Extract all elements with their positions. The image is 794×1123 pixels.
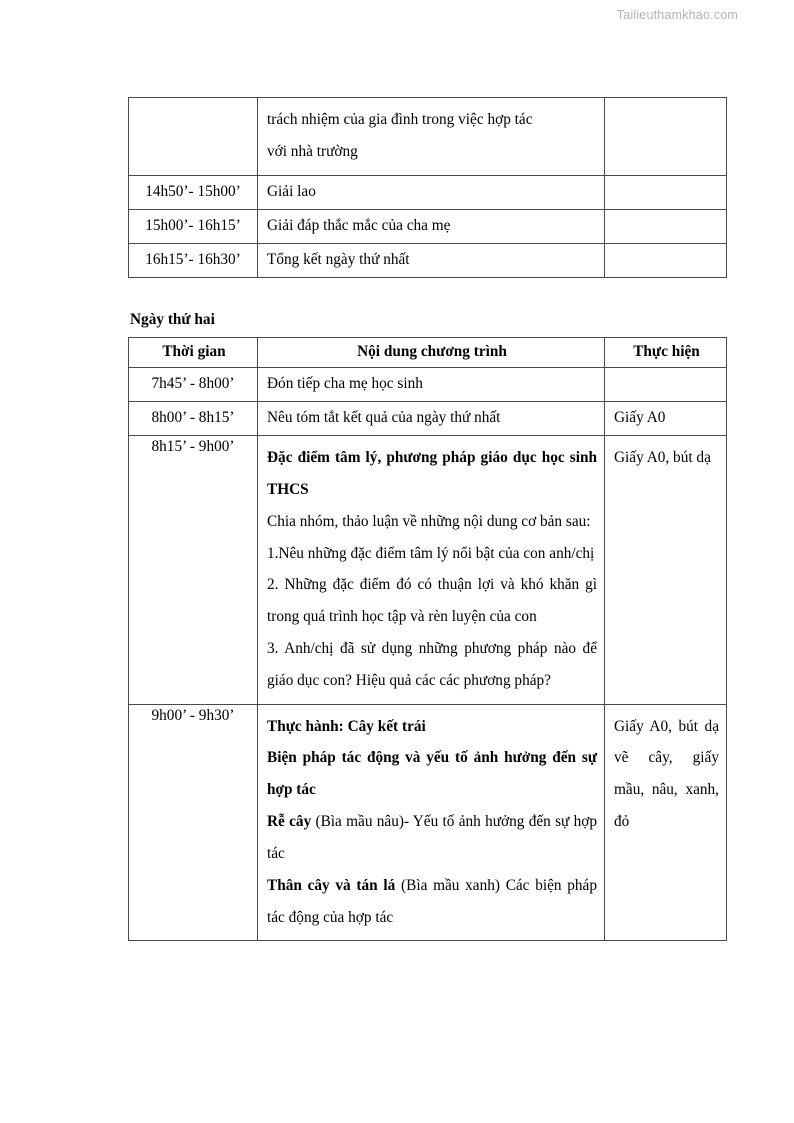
doer-text: Giấy A0, bút dạ bbox=[614, 449, 711, 467]
cell-doer bbox=[605, 436, 727, 705]
content-line: Nêu tóm tắt kết quả của ngày thứ nhất bbox=[267, 408, 501, 426]
time-text: 7h45’ - 8h00’ bbox=[151, 374, 235, 392]
document-content bbox=[128, 97, 726, 941]
time-text: 8h00’ - 8h15’ bbox=[151, 408, 235, 426]
column-header-time bbox=[129, 338, 258, 367]
doer-text: Giấy A0 bbox=[614, 408, 666, 426]
time-text: 14h50’- 15h00’ bbox=[145, 182, 241, 200]
cell-time bbox=[129, 436, 258, 705]
time-text: 16h15’- 16h30’ bbox=[145, 250, 241, 268]
time-text: 8h15’ - 9h00’ bbox=[151, 438, 235, 456]
cell-content bbox=[258, 436, 605, 705]
content-bold: Thực hành: Cây kết trái bbox=[267, 717, 426, 735]
watermark-label: Tailieuthamkhao.com bbox=[616, 8, 738, 22]
cell-content bbox=[258, 175, 605, 209]
time-text: 15h00’- 16h15’ bbox=[145, 216, 241, 234]
cell-time bbox=[129, 243, 258, 277]
column-header-doer bbox=[605, 338, 727, 367]
content-block bbox=[267, 538, 597, 570]
table-row bbox=[129, 209, 727, 243]
table-row bbox=[129, 367, 727, 401]
cell-content bbox=[258, 367, 605, 401]
content-line: trách nhiệm của gia đình trong việc hợp tác bbox=[267, 111, 533, 128]
content-line: Tổng kết ngày thứ nhất bbox=[267, 250, 410, 268]
content-text: 1.Nêu những đặc điểm tâm lý nổi bật của con anh/chị bbox=[267, 544, 595, 562]
schedule-table-day2 bbox=[128, 337, 727, 941]
time-text: 9h00’ - 9h30’ bbox=[151, 706, 235, 724]
cell-doer bbox=[605, 243, 727, 277]
cell-doer bbox=[605, 401, 727, 435]
cell-content bbox=[258, 243, 605, 277]
cell-doer bbox=[605, 704, 727, 941]
content-text: 3. Anh/chị đã sử dụng những phương pháp nào để giáo dục con? Hiệu quả các các phương pháp? bbox=[267, 640, 597, 689]
cell-doer bbox=[605, 209, 727, 243]
column-header-label: Thực hiện bbox=[633, 343, 700, 361]
cell-time bbox=[129, 401, 258, 435]
cell-doer bbox=[605, 175, 727, 209]
content-text: 2. Những đặc điểm đó có thuận lợi và khó khăn gì trong quá trình học tập và rèn luyện của con bbox=[267, 576, 597, 626]
table-row bbox=[129, 436, 727, 705]
table-row bbox=[129, 243, 727, 277]
cell-time bbox=[129, 98, 258, 176]
cell-time bbox=[129, 704, 258, 941]
cell-content bbox=[258, 98, 605, 176]
content-text: (Bìa mầu xanh) Các biện pháp tác động của hợp tác bbox=[267, 876, 597, 926]
table-row bbox=[129, 401, 727, 435]
column-header-content bbox=[258, 338, 605, 367]
table-header-row bbox=[129, 338, 727, 367]
content-text: (Bìa mầu nâu)- Yếu tố ảnh hưởng đến sự hợp tác bbox=[267, 813, 597, 862]
cell-time bbox=[129, 209, 258, 243]
content-block bbox=[267, 742, 597, 806]
cell-content bbox=[258, 209, 605, 243]
content-block bbox=[267, 870, 597, 934]
content-bold: Rễ cây bbox=[267, 813, 312, 831]
content-line: Giải lao bbox=[267, 182, 316, 200]
cell-doer bbox=[605, 367, 727, 401]
cell-content bbox=[258, 704, 605, 941]
content-bold: Thân cây và tán lá bbox=[267, 876, 396, 894]
content-bold: Biện pháp tác động và yếu tố ảnh hưởng đến sự hợp tác bbox=[267, 749, 597, 799]
spacer bbox=[128, 278, 726, 311]
content-line: Đón tiếp cha mẹ học sinh bbox=[267, 374, 423, 392]
cell-time bbox=[129, 175, 258, 209]
content-line: Giải đáp thắc mắc của cha mẹ bbox=[267, 216, 451, 234]
section-heading: Ngày thứ hai bbox=[130, 311, 215, 329]
content-block bbox=[267, 442, 597, 506]
content-block bbox=[267, 806, 597, 870]
content-block bbox=[267, 569, 597, 633]
column-header-label: Nội dung chương trình bbox=[357, 343, 507, 361]
content-bold: Đặc điểm tâm lý, phương pháp giáo dục học sinh THCS bbox=[267, 449, 597, 498]
content-block bbox=[267, 711, 597, 743]
content-block bbox=[267, 506, 597, 538]
table-row bbox=[129, 704, 727, 941]
cell-doer bbox=[605, 98, 727, 176]
table-row bbox=[129, 98, 727, 176]
cell-content bbox=[258, 401, 605, 435]
content-block bbox=[267, 633, 597, 697]
table-row bbox=[129, 175, 727, 209]
content-line: với nhà trường bbox=[267, 142, 358, 160]
cell-time bbox=[129, 367, 258, 401]
content-text: Chia nhóm, thảo luận về những nội dung cơ bản sau: bbox=[267, 512, 591, 530]
doer-text: Giấy A0, bút dạ vẽ cây, giấy mầu, nâu, xanh, đỏ bbox=[614, 717, 719, 831]
column-header-label: Thời gian bbox=[162, 343, 226, 361]
schedule-table-continued bbox=[128, 97, 727, 278]
